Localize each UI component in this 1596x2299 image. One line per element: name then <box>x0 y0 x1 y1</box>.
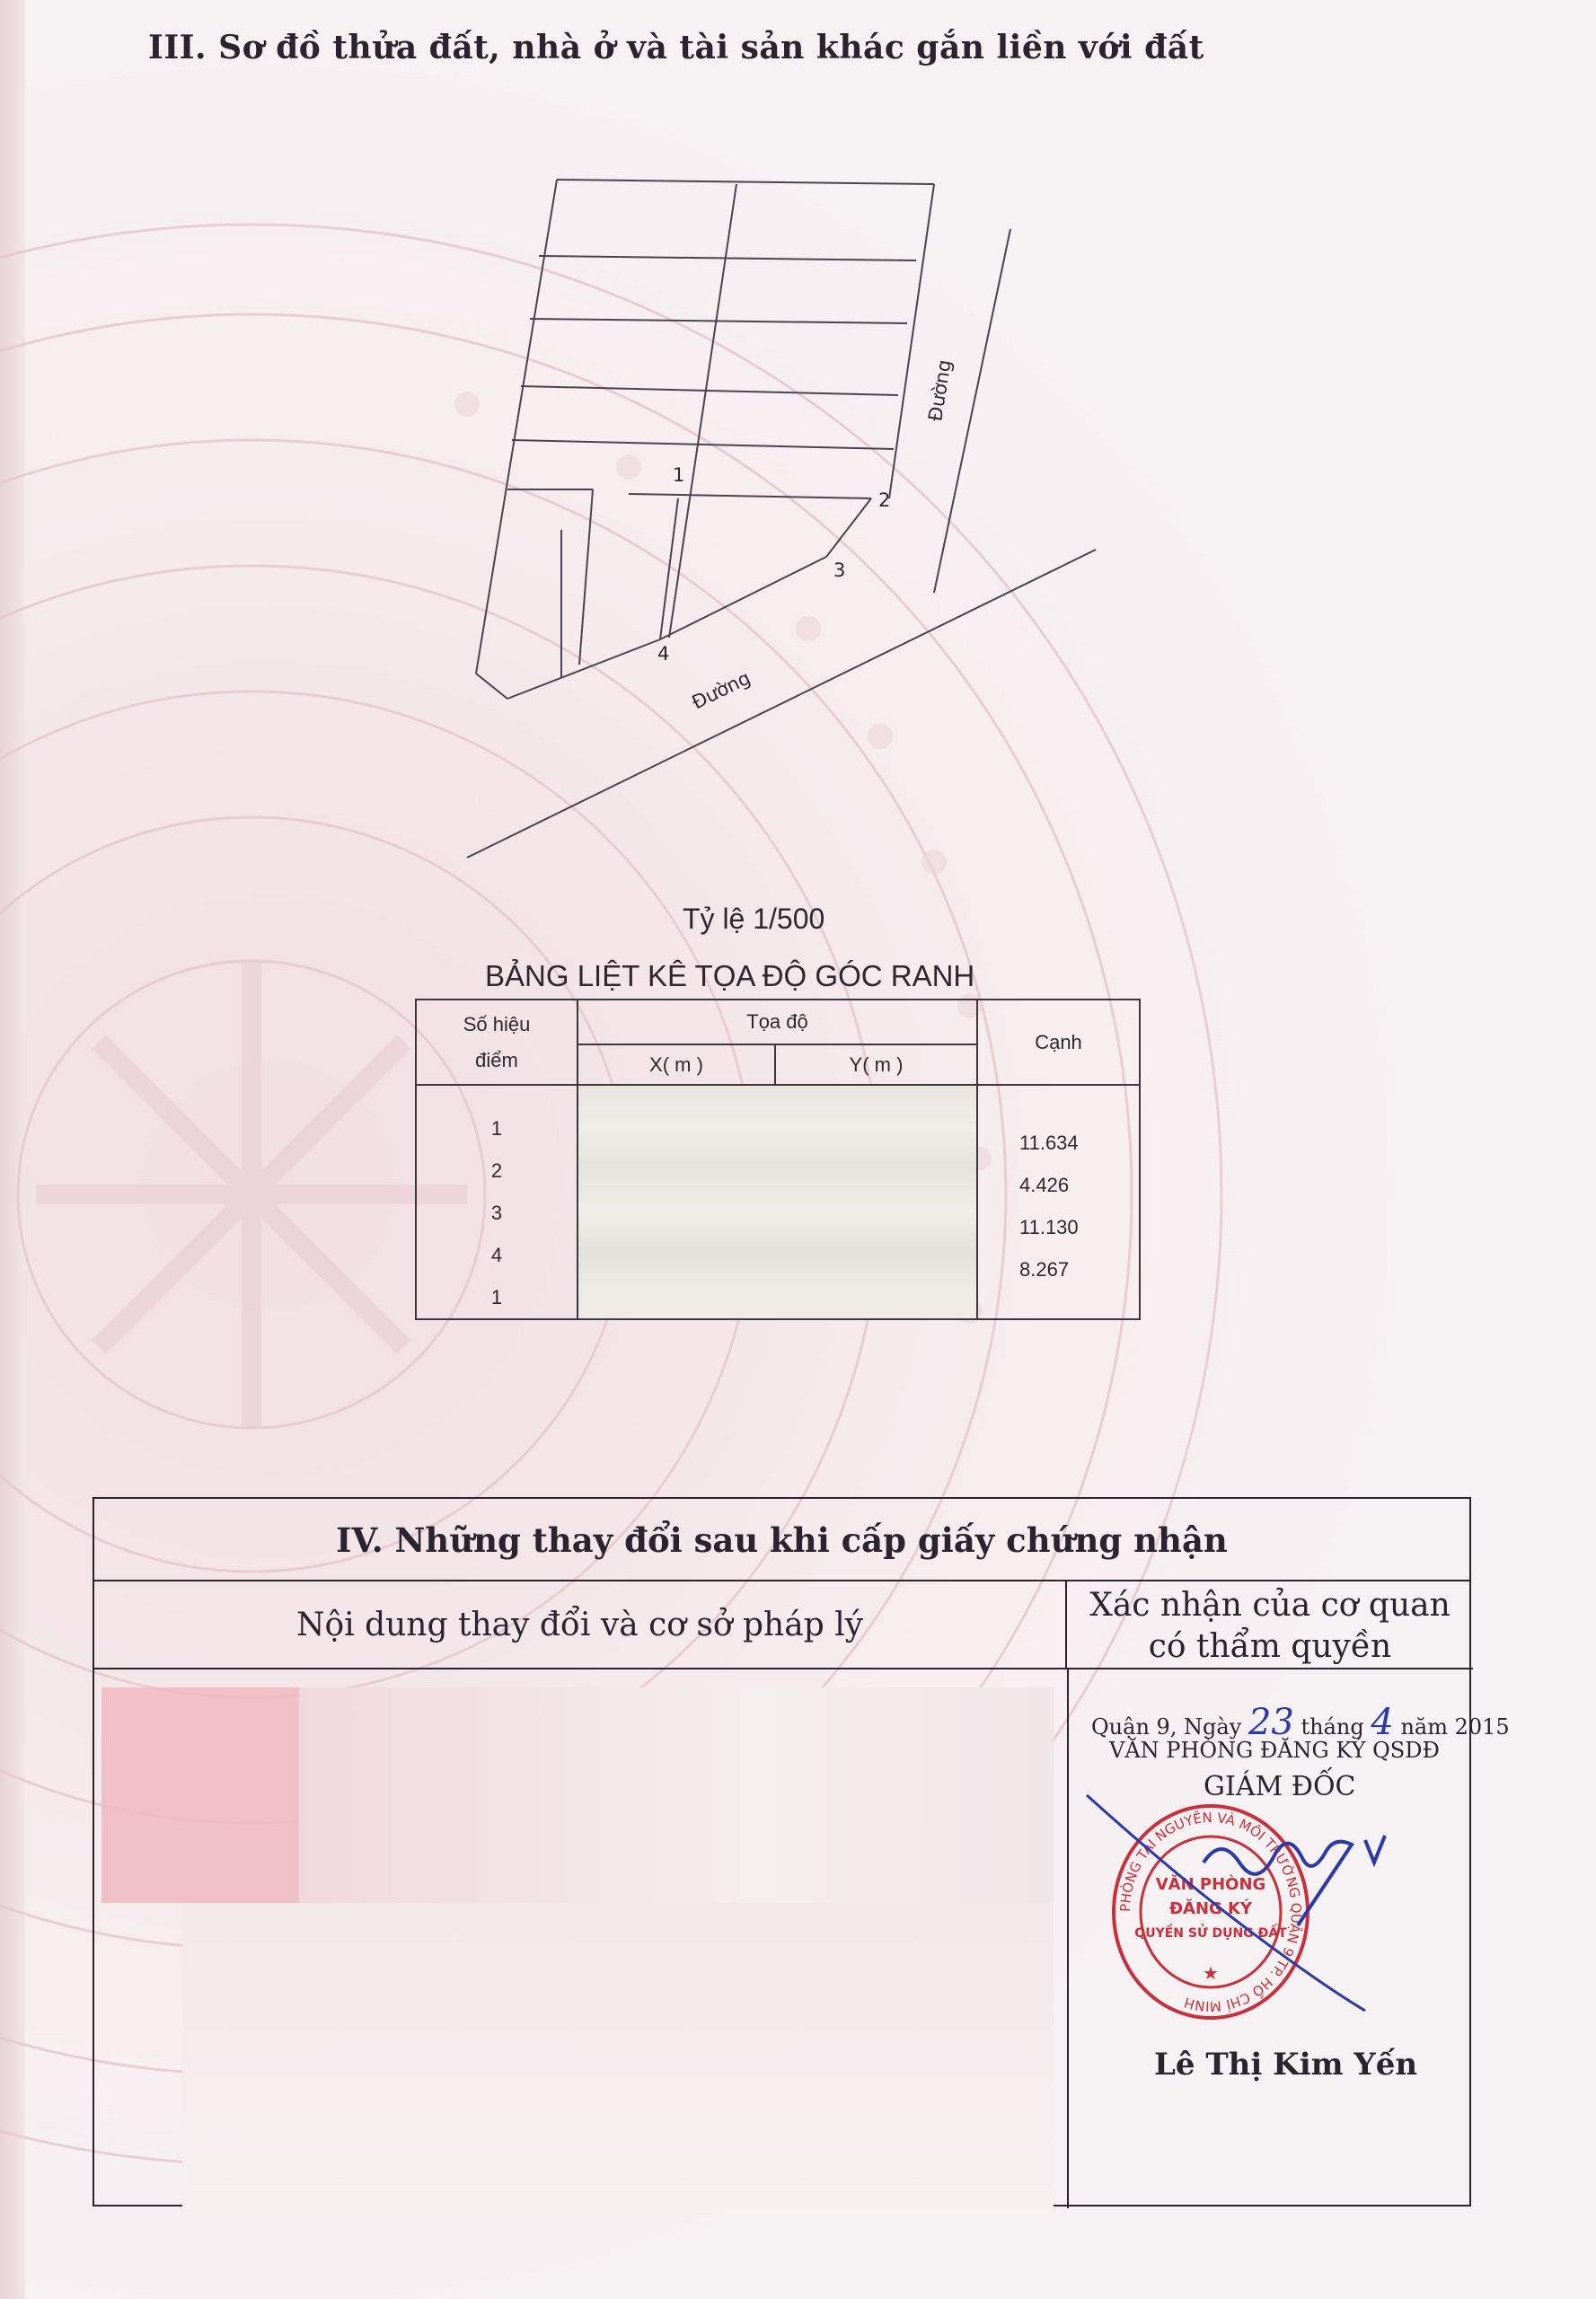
header-coords: Tọa độ <box>578 1000 977 1044</box>
header-y: Y( m ) <box>775 1044 977 1085</box>
sketch-line <box>512 440 894 449</box>
date-month: 4 <box>1371 1702 1394 1743</box>
signer-name: Lê Thị Kim Yến <box>1154 2047 1418 2083</box>
sketch-line <box>476 180 557 674</box>
sketch-line <box>507 639 660 699</box>
coord-table-title: BẢNG LIỆT KÊ TỌA ĐỘ GÓC RANH <box>485 959 975 992</box>
plot-edge-2-3 <box>826 498 871 557</box>
authority-column-header <box>1067 1581 1473 1669</box>
sketch-line <box>579 489 593 665</box>
table-point-4: 4 <box>490 1244 503 1266</box>
table-edge-1: 11.634 <box>1019 1132 1079 1154</box>
redacted-coordinates <box>578 1085 977 1319</box>
date-month-word: tháng <box>1301 1714 1364 1740</box>
sketch-line <box>669 184 736 638</box>
coordinate-table <box>415 999 1141 1320</box>
point-column <box>416 1085 578 1319</box>
sketch-line <box>557 180 934 184</box>
official-stamp <box>1069 1777 1473 2047</box>
authority-confirmation <box>1067 1669 1510 2208</box>
sketch-line <box>539 256 916 260</box>
redacted-change-content <box>101 1687 1054 2208</box>
section-iv-box <box>93 1497 1510 2207</box>
point-label-2: 2 <box>878 489 891 511</box>
table-edge-2: 4.426 <box>1019 1174 1070 1196</box>
stamp-star-icon: ★ <box>1203 1962 1219 1984</box>
initials-mark <box>1365 1836 1385 1863</box>
date-prefix: Quận 9, Ngày <box>1091 1714 1242 1740</box>
table-point-1: 1 <box>490 1117 503 1140</box>
table-edge-3: 11.130 <box>1019 1216 1079 1238</box>
authority-header-line2: có thẩm quyền <box>1148 1628 1392 1665</box>
sketch-line <box>476 674 507 699</box>
plot-edge-1-2 <box>629 494 871 498</box>
stamp-inner-line2: ĐĂNG KÝ <box>1168 1899 1253 1918</box>
header-point-line1: Số hiệu <box>463 1012 531 1035</box>
office-name: VĂN PHÒNG ĐĂNG KÝ QSDĐ <box>1109 1738 1440 1763</box>
edge-column <box>977 1085 1140 1319</box>
plot-edge-4-1 <box>660 498 678 639</box>
point-label-3: 3 <box>833 559 846 581</box>
table-edge-4: 8.267 <box>1019 1258 1070 1281</box>
table-point-3: 3 <box>490 1202 503 1224</box>
header-x: X( m ) <box>578 1044 775 1085</box>
changes-column-header: Nội dung thay đổi và cơ sở pháp lý <box>94 1581 1067 1669</box>
section-iii-heading: III. Sơ đồ thửa đất, nhà ở và tài sản khác gắn liền với đất <box>148 29 1204 66</box>
sketch-line <box>521 386 898 395</box>
section-iv-title: IV. Những thay đổi sau khi cấp giấy chứng nhận <box>94 1499 1469 1581</box>
stamp-inner-line3: QUYỀN SỬ DỤNG ĐẤT <box>1134 1926 1287 1941</box>
road-label-bottom: Đường <box>688 666 754 714</box>
header-edge: Cạnh <box>977 1000 1140 1085</box>
point-label-1: 1 <box>673 464 685 486</box>
plot-edge-3-4 <box>660 557 826 639</box>
table-point-5: 1 <box>490 1286 503 1308</box>
director-title: GIÁM ĐỐC <box>1204 1771 1356 1802</box>
authority-header-line1: Xác nhận của cơ quan <box>1089 1587 1451 1624</box>
stamp-inner-line1: VĂN PHÒNG <box>1155 1875 1266 1894</box>
scale-label: Tỷ lệ 1/500 <box>683 903 825 935</box>
table-point-2: 2 <box>490 1159 503 1182</box>
header-point-cell <box>416 1000 578 1085</box>
header-point-line2: điểm <box>475 1048 518 1071</box>
date-year: năm 2015 <box>1400 1714 1510 1740</box>
stamp-outer-text: PHÒNG TÀI NGUYÊN VÀ MÔI TRƯỜNG QUẬN 9 TP. HỒ CHÍ MINH <box>1116 1809 1305 2015</box>
sketch-line <box>889 184 934 498</box>
sketch-line <box>530 319 907 323</box>
date-day: 23 <box>1248 1702 1294 1743</box>
road-label-right: Đường <box>924 357 956 423</box>
point-label-4: 4 <box>657 643 670 665</box>
